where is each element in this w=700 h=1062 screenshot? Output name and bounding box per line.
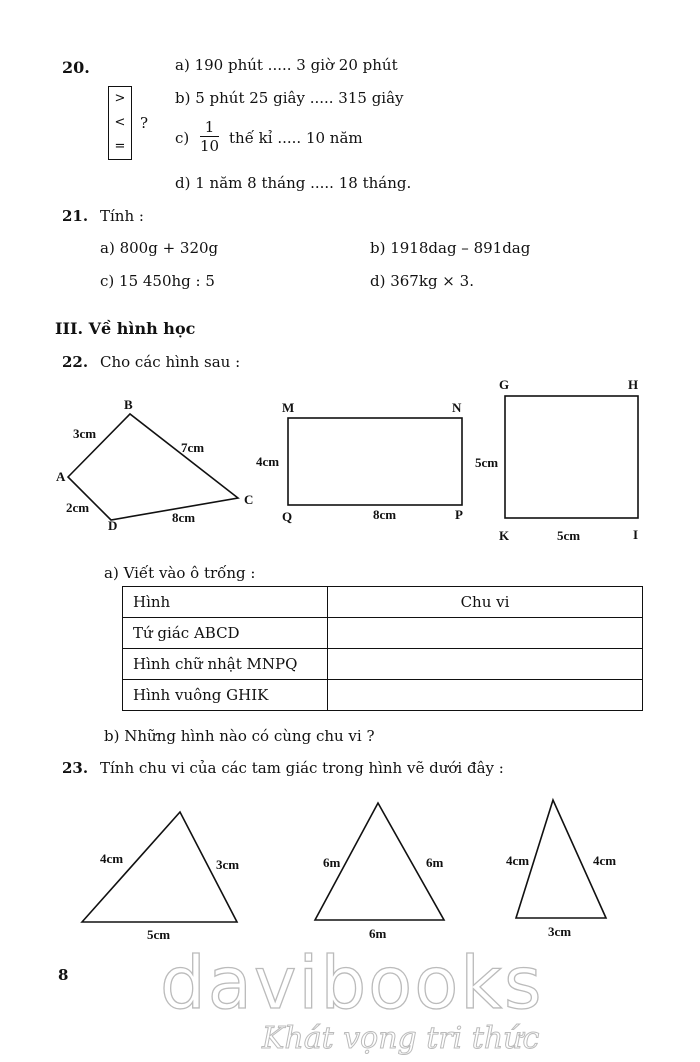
exercise-22-part-a: a) Viết vào ô trống : bbox=[104, 564, 256, 582]
vertex-q: Q bbox=[282, 509, 293, 524]
section-heading: III. Về hình học bbox=[55, 319, 196, 338]
fraction-numerator: 1 bbox=[200, 118, 219, 137]
exercise-21-item-d: d) 367kg × 3. bbox=[370, 272, 474, 290]
table-header-row bbox=[123, 587, 643, 618]
table-row bbox=[123, 649, 643, 680]
side-cd-length: 8cm bbox=[172, 510, 196, 525]
side-bc-length: 7cm bbox=[181, 440, 205, 455]
row-perimeter-blank[interactable] bbox=[328, 680, 643, 711]
vertex-m: M bbox=[282, 400, 295, 415]
page-number: 8 bbox=[58, 966, 69, 984]
exercise-21-item-a: a) 800g + 320g bbox=[100, 239, 219, 257]
square-side-length: 5cm bbox=[475, 455, 499, 470]
exercise-22-number: 22. bbox=[62, 353, 89, 371]
vertex-h: H bbox=[628, 377, 639, 392]
header-perimeter: Chu vi bbox=[328, 587, 643, 618]
vertex-p: P bbox=[455, 507, 463, 522]
triangle-2-right: 6m bbox=[426, 855, 444, 870]
vertex-d: D bbox=[108, 518, 118, 533]
exercise-20-item-c-label: c) bbox=[175, 129, 190, 147]
exercise-20-number: 20. bbox=[62, 58, 90, 77]
exercise-21-title: Tính : bbox=[100, 207, 144, 225]
vertex-b: B bbox=[124, 397, 133, 412]
row-perimeter-blank[interactable] bbox=[328, 618, 643, 649]
triangle-2-left: 6m bbox=[323, 855, 341, 870]
exercise-20-item-a: a) 190 phút ..... 3 giờ 20 phút bbox=[175, 56, 398, 74]
triangle-1-bottom: 5cm bbox=[147, 927, 171, 942]
rect-bottom-length: 8cm bbox=[373, 507, 397, 522]
exercise-20-item-c-text: thế kỉ ..... 10 năm bbox=[229, 129, 363, 147]
equal-symbol: = bbox=[114, 139, 126, 154]
exercise-23-number: 23. bbox=[62, 759, 89, 777]
row-shape: Tứ giác ABCD bbox=[123, 618, 328, 649]
watermark-slogan: Khát vọng tri thức bbox=[262, 1021, 540, 1056]
row-shape: Hình vuông GHIK bbox=[123, 680, 328, 711]
triangle-1 bbox=[82, 812, 240, 922]
less-symbol: < bbox=[114, 115, 126, 130]
exercise-21-item-b: b) 1918dag – 891dag bbox=[370, 239, 531, 257]
greater-symbol: > bbox=[114, 91, 126, 106]
perimeter-table bbox=[122, 586, 643, 711]
triangle-1-right: 3cm bbox=[216, 857, 240, 872]
exercise-22-title: Cho các hình sau : bbox=[100, 353, 241, 371]
triangle-3-left: 4cm bbox=[506, 853, 530, 868]
triangle-3-bottom: 3cm bbox=[548, 924, 572, 939]
rect-side-length: 4cm bbox=[256, 454, 280, 469]
vertex-n: N bbox=[452, 400, 462, 415]
header-shape: Hình bbox=[123, 587, 328, 618]
table-row bbox=[123, 680, 643, 711]
vertex-g: G bbox=[499, 377, 510, 392]
exercise-23-title: Tính chu vi của các tam giác trong hình vẽ dưới đây : bbox=[100, 759, 504, 777]
question-mark: ? bbox=[140, 114, 149, 132]
side-ab-length: 3cm bbox=[73, 426, 97, 441]
triangle-3-right: 4cm bbox=[593, 853, 617, 868]
square-ghik bbox=[505, 396, 638, 518]
row-shape: Hình chữ nhật MNPQ bbox=[123, 649, 328, 680]
side-da-length: 2cm bbox=[66, 500, 90, 515]
rectangle-mnpq bbox=[288, 418, 462, 505]
vertex-a: A bbox=[56, 469, 66, 484]
exercise-21-item-c: c) 15 450hg : 5 bbox=[100, 272, 215, 290]
watermark-logo: davibooks bbox=[160, 941, 544, 1025]
row-perimeter-blank[interactable] bbox=[328, 649, 643, 680]
vertex-k: K bbox=[499, 528, 510, 543]
triangle-1-left: 4cm bbox=[100, 851, 124, 866]
table-row bbox=[123, 618, 643, 649]
exercise-21-number: 21. bbox=[62, 207, 89, 225]
exercise-20-item-d: d) 1 năm 8 tháng ..... 18 tháng. bbox=[175, 174, 412, 192]
square-bottom-length: 5cm bbox=[557, 528, 581, 543]
triangle-2-bottom: 6m bbox=[369, 926, 387, 941]
exercise-20-item-b: b) 5 phút 25 giây ..... 315 giây bbox=[175, 89, 404, 107]
vertex-c: C bbox=[244, 492, 254, 507]
exercise-22-part-b: b) Những hình nào có cùng chu vi ? bbox=[104, 727, 375, 745]
fraction-denominator: 10 bbox=[200, 137, 220, 155]
vertex-i: I bbox=[633, 527, 639, 542]
